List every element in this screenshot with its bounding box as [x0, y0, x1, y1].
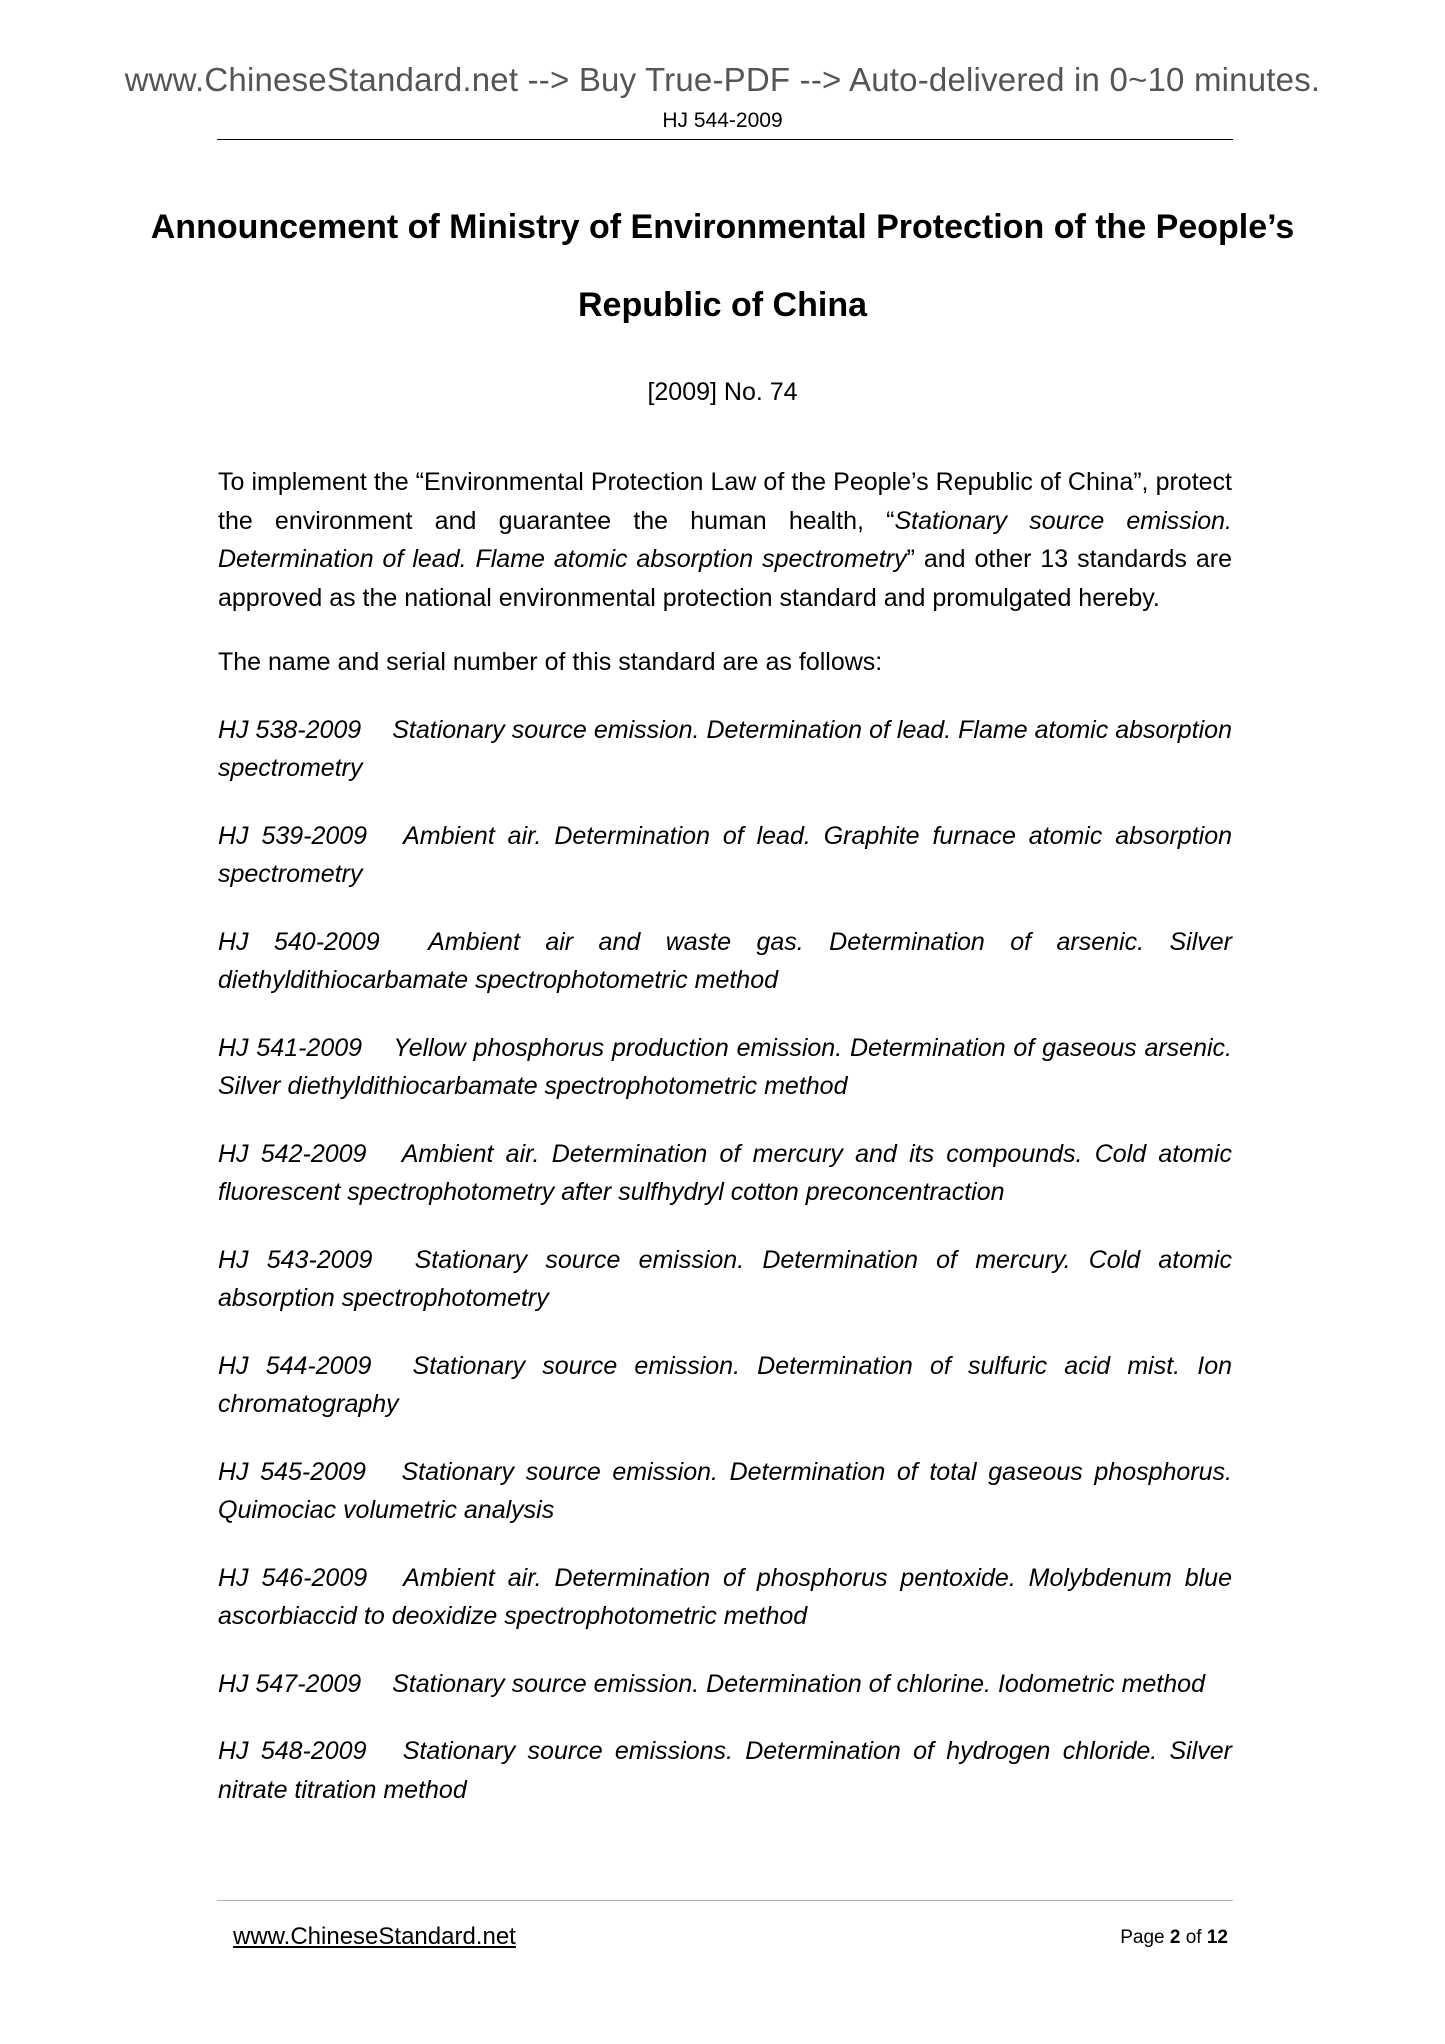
standard-item	[218, 711, 1232, 788]
page-current: 2	[1169, 1927, 1181, 1948]
standard-code: HJ 545-2009	[218, 1457, 366, 1486]
standard-item	[218, 1665, 1232, 1704]
announcement-number: [2009] No. 74	[647, 378, 798, 406]
top-banner: www.ChineseStandard.net --> Buy True-PDF --> Auto-delivered in 0~10 minutes.	[124, 61, 1321, 98]
standard-code: HJ 542-2009	[218, 1139, 367, 1168]
standard-item	[218, 1347, 1232, 1424]
page-total: 12	[1206, 1927, 1228, 1948]
document-body	[218, 463, 1232, 1809]
page-number	[1080, 1925, 1228, 1951]
standard-title: Ambient air. Determination of mercury and its compounds. Cold atomic fluorescent spectrophotometry after sulfhydryl cotton preconcentraction	[218, 1139, 1232, 1206]
standard-title: Stationary source emissions. Determination of hydrogen chloride. Silver nitrate titration method	[218, 1737, 1232, 1804]
listing-intro: The name and serial number of this standard are as follows:	[218, 648, 883, 676]
intro-paragraph	[218, 463, 1232, 617]
intro-text-start: To implement the “Environmental Protection Law of the People’s Republic of China”, protect the environment and guarantee the human health, “	[218, 468, 1232, 535]
standard-title: Ambient air and waste gas. Determination of arsenic. Silver diethyldithiocarbamate spectrophotometric method	[218, 927, 1232, 994]
standard-title: Yellow phosphorus production emission. Determination of gaseous arsenic. Silver diethyldithiocarbamate spectrophotometric method	[218, 1033, 1232, 1100]
standard-item	[218, 1732, 1232, 1809]
standard-code: HJ 541-2009	[218, 1033, 363, 1062]
standard-item	[218, 1559, 1232, 1636]
standard-title: Ambient air. Determination of phosphorus pentoxide. Molybdenum blue ascorbiaccid to deoxidize spectrophotometric method	[218, 1563, 1232, 1630]
standard-item	[218, 1453, 1232, 1530]
standard-title: Stationary source emission. Determination of sulfuric acid mist. Ion chromatography	[218, 1351, 1232, 1418]
standard-code: HJ 544-2009	[218, 1351, 372, 1380]
standard-code: HJ 547-2009	[218, 1669, 362, 1698]
footer-website-link[interactable]: www.ChineseStandard.net	[233, 1923, 516, 1950]
standard-item	[218, 1241, 1232, 1318]
standard-code: HJ 548-2009	[218, 1737, 367, 1765]
standard-code: HJ 539-2009	[218, 821, 368, 850]
standard-title: Stationary source emission. Determination of total gaseous phosphorus. Quimociac volumetric analysis	[218, 1457, 1233, 1524]
standard-title: Stationary source emission. Determination of mercury. Cold atomic absorption spectrophotometry	[218, 1245, 1232, 1312]
document-code: HJ 544-2009	[662, 109, 783, 132]
page-label: Page	[1120, 1927, 1170, 1948]
standard-code: HJ 543-2009	[218, 1245, 373, 1274]
standard-code: HJ 538-2009	[218, 715, 362, 744]
standards-list	[218, 711, 1232, 1810]
standard-item	[218, 1029, 1232, 1106]
footer-divider	[217, 1900, 1233, 1901]
header-divider	[217, 139, 1233, 140]
standard-item	[218, 1135, 1232, 1212]
intro-italic-title: Stationary source emission. Determination of lead. Flame atomic absorption spectrometry	[218, 506, 1232, 573]
standard-item	[218, 817, 1232, 894]
standard-code: HJ 540-2009	[218, 927, 380, 956]
standard-code: HJ 546-2009	[218, 1563, 368, 1592]
intro-text-end: ” and other 13 standards are approved as the national environmental protection standard and promulgated hereby.	[218, 545, 1232, 612]
standard-title: Stationary source emission. Determination of lead. Flame atomic absorption spectrometry	[218, 715, 1232, 782]
standard-item	[218, 923, 1232, 1000]
page-of-label: of	[1180, 1927, 1207, 1948]
standard-title: Ambient air. Determination of lead. Graphite furnace atomic absorption spectrometry	[218, 821, 1232, 888]
standard-title: Stationary source emission. Determination of chlorine. Iodometric method	[392, 1669, 1205, 1698]
page-title: Announcement of Ministry of Environmental Protection of the People’s Republic of China	[150, 208, 1295, 324]
